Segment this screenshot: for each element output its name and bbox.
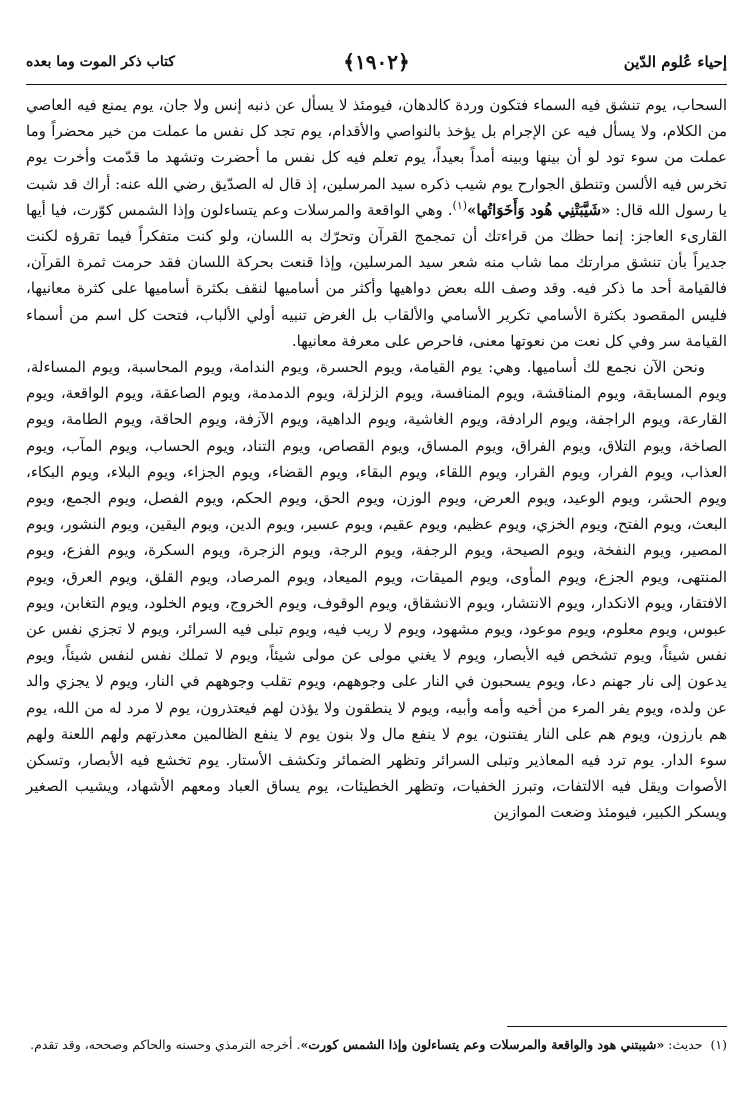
footnote [26, 1034, 727, 1056]
page-header [26, 42, 727, 82]
paragraph-2: ونحن الآن نجمع لك أساميها. وهي: يوم القيامة، ويوم الحسرة، ويوم الندامة، ويوم المحاسبة، ويوم المساءلة، ويوم المسابقة، ويوم المناقشة، ويوم المنافسة، ويوم الزلزلة، ويوم الدمدمة، ويوم الصاعقة، ويوم الواقعة، ويوم القارعة، ويوم الراجفة، ويوم الرادفة، ويوم الغاشية، ويوم الداهية، ويوم الآزفة، ويوم الحاقة، ويوم الطامة، ويوم الصاخة، ويوم التلاق، ويوم الفراق، ويوم المساق، ويوم القصاص، ويوم التناد، ويوم الحساب، ويوم المآب، ويوم العذاب، ويوم الفرار، ويوم القرار، ويوم اللقاء، ويوم البقاء، ويوم القضاء، ويوم الجزاء، ويوم البلاء، ويوم البكاء، ويوم الحشر، ويوم الوعيد، ويوم العرض، ويوم الوزن، ويوم الحق، ويوم الحكم، ويوم الفصل، ويوم الجمع، ويوم البعث، ويوم الفتح، ويوم الخزي، ويوم عظيم، ويوم عقيم، ويوم عسير، ويوم الدين، ويوم اليقين، ويوم النشور، ويوم المصير، ويوم النفخة، ويوم الصيحة، ويوم الرجفة، ويوم الرجة، ويوم الزجرة، ويوم السكرة، ويوم الفزع، ويوم المنتهى، ويوم الجزع، ويوم المأوى، ويوم الميقات، ويوم الميعاد، ويوم المرصاد، ويوم القلق، ويوم العرق، ويوم الافتقار، ويوم الانكدار، ويوم الانتشار، ويوم الانشقاق، ويوم الوقوف، ويوم الخروج، ويوم الخلود، ويوم التغابن، ويوم عبوس، ويوم معلوم، ويوم موعود، ويوم مشهود، ويوم لا ريب فيه، ويوم تبلى فيه السرائر، ويوم لا تجزي نفس عن نفس شيئاً، ويوم تشخص فيه الأبصار، ويوم لا يغني مولى عن مولى شيئاً، ويوم لا تملك نفس لنفس شيئاً، ويوم يدعون إلى نار جهنم دعا، ويوم يسحبون في النار على وجوههم، ويوم تقلب وجوههم في النار، ويوم لا يجزي والد عن ولده، ويوم يفر المرء من أخيه وأمه وأبيه، ويوم لا ينطقون ولا يؤذن لهم فيعتذرون، يوم لا مرد له من الله، يوم هم بارزون، ويوم هم على النار يفتنون، يوم لا ينفع مال ولا بنون يوم لا ينفع الظالمين معذرتهم ولهم اللعنة ولهم سوء الدار. يوم ترد فيه المعاذير وتبلى السرائر وتظهر الضمائر وتكشف الأستار. يوم تخشع فيه الأبصار، وتسكن الأصوات ويقل فيه الالتفات، وتبرز الخفيات، وتظهر الخطيئات، يوم يساق العباد ومعهم الأشهاد، ويشيب الصغير ويسكر الكبير، فيومئذ وضعت الموازين [26, 358, 727, 822]
book-title: إحياء عُلوم الدّين [623, 53, 727, 71]
footnote-text: . أخرجه الترمذي وحسنه والحاكم وصححه، وقد تقدم. [30, 1037, 301, 1052]
footnote-divider [507, 1026, 727, 1027]
footnote-1 [26, 1034, 727, 1056]
footnote-label: حديث: [664, 1037, 703, 1052]
page-number: ﴿١٩٠٢﴾ [343, 50, 410, 74]
footnote-quote: «شيبتني هود والواقعة والمرسلات وعم يتساءلون وإذا الشمس كورت» [300, 1037, 665, 1052]
chapter-title: كتاب ذكر الموت وما بعده [26, 54, 175, 70]
paragraph-1-text: السحاب، يوم تنشق فيه السماء فتكون وردة كالدهان، فيومئذ لا يسأل عن ذنبه إنس ولا جان، يوم يمنع فيه العاصي من الكلام، ولا يسأل فيه عن الإجرام بل يؤخذ بالنواصي والأقدام، يوم تجد كل نفس ما عملت من خير محضراً وما عملت من سوء تود لو أن بينها وبينه أمداً بعيداً، يوم تعلم فيه كل نفس ما أحضرت وتشهد ما قدّمت وأخرت يوم تخرس فيه الألسن وتنطق الجوارح يوم شيب ذكره سيد المرسلين، إذ قال له الصدّيق رضي الله عنه: أراك قد شبت يا رسول الله قال: [26, 96, 728, 219]
main-text [26, 92, 727, 826]
header-divider [26, 84, 727, 85]
paragraph-1 [26, 92, 727, 354]
footnote-marker: (١) [710, 1037, 727, 1052]
hadith-quote: «شَيَّبَتْنِي هُود وَأَخَوَاتُها» [467, 200, 611, 219]
footnote-reference[interactable]: (١) [452, 198, 468, 212]
paragraph-1-continuation: . وهي الواقعة والمرسلات وعم يتساءلون وإذا الشمس كوّرت، فيا أيها القارىء العاجز: إنما حظك من قراءتك أن تمجمج القرآن وتحرّك به اللسان، ولو كنت متفكراً فيما تقرؤه لكنت جديراً بأن تنشق مرارتك مما شاب منه شعر سيد المرسلين، وإذا قنعت بحركة اللسان فقد حرمت ثمرة القرآن، فالقيامة أحد ما ذكر فيه. وقد وصف الله بعض دواهيها وأكثر من أساميها لنقف بكثرة أساميها على كثرة معانيها، فليس المقصود بكثرة الأسامي تكرير الأسامي والألقاب بل الغرض تنبيه أولي الألباب، فتحت كل اسم من أسماء القيامة سر وفي كل نعت من نعوتها معنى، فاحرص على معرفة معانيها. [26, 200, 727, 350]
